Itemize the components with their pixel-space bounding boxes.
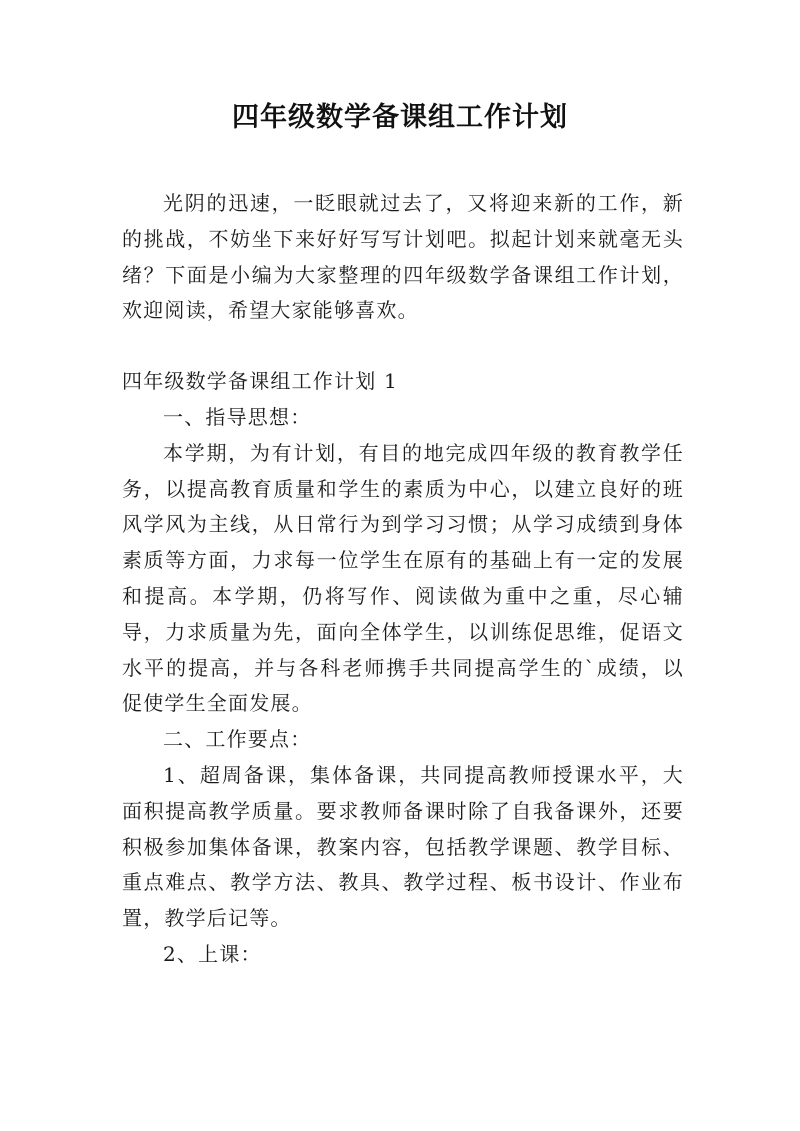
item-class-teaching: 2、上课： [163, 941, 262, 966]
document-title: 四年级数学备课组工作计划 [232, 102, 568, 133]
heading-work-points: 二、工作要点： [163, 727, 312, 752]
heading-guiding-ideology: 一、指导思想： [163, 404, 312, 429]
paragraph-work-point-1: 1、超周备课，集体备课，共同提高教师授课水平，大面积提高教学质量。要求教师备课时除了自我备课外，还要积极参加集体备课，教案内容，包括教学课题、教学目标、重点难点、教学方法、教具、教学过程、板书设计、作业布置，教学后记等。 [122, 762, 684, 931]
document-body [122, 186, 684, 973]
section-heading: 四年级数学备课组工作计划 1 [122, 369, 398, 394]
paragraph-guiding-ideology: 本学期，为有计划，有目的地完成四年级的教育教学任务，以提高教育质量和学生的素质为中心，以建立良好的班风学风为主线，从日常行为到学习习惯；从学习成绩到身体素质等方面，力求每一位学生在原有的基础上有一定的发展和提高。本学期，仍将写作、阅读做为重中之重，尽心辅导，力求质量为先，面向全体学生，以训练促思维，促语文水平的提高，并与各科老师携手共同提高学生的`成绩，以促使学生全面发展。 [122, 440, 684, 716]
intro-paragraph: 光阴的迅速，一眨眼就过去了，又将迎来新的工作，新的挑战，不妨坐下来好好写写计划吧。拟起计划来就毫无头绪？下面是小编为大家整理的四年级数学备课组工作计划，欢迎阅读，希望大家能够喜欢。 [122, 191, 684, 323]
